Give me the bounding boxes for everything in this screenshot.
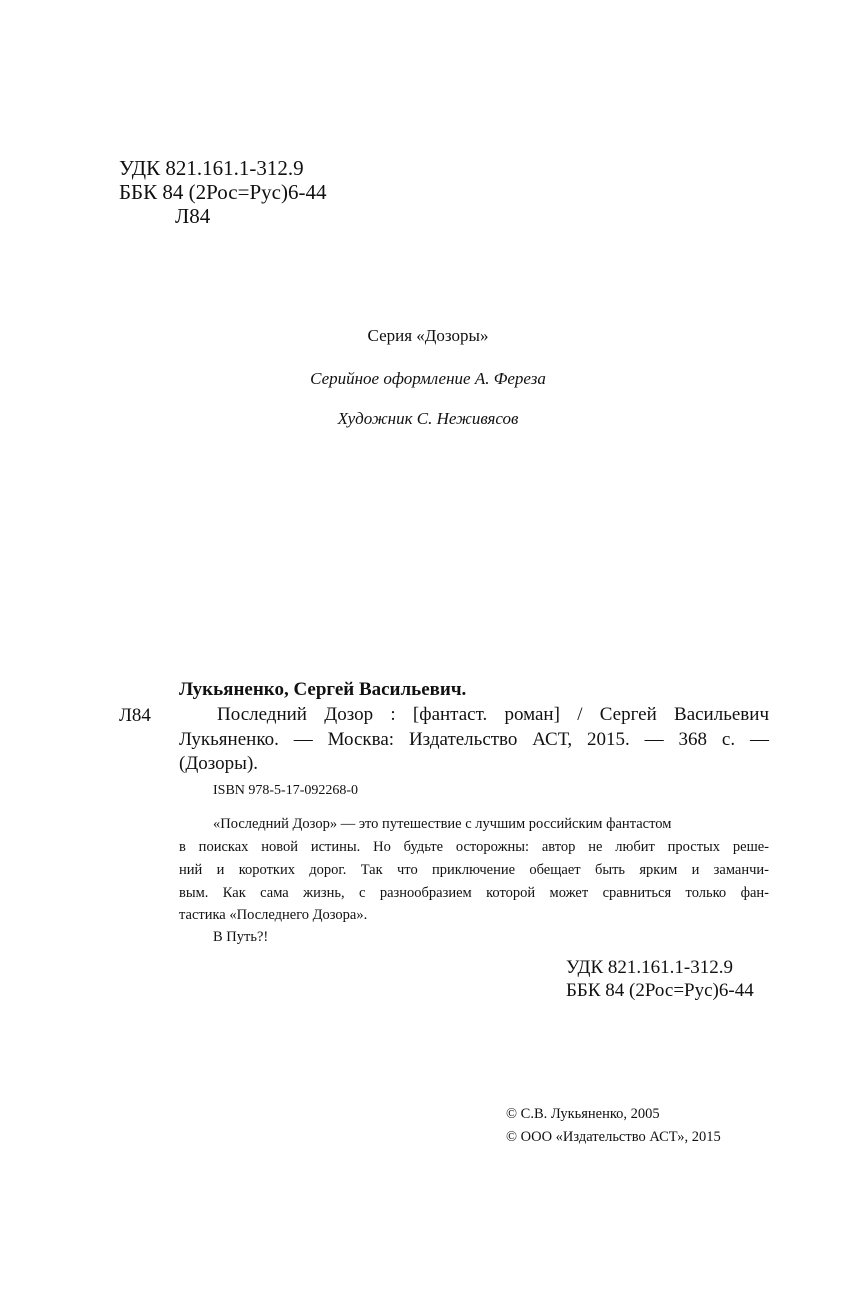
annotation-line: в поисках новой истины. Но будьте осторожны: автор не любит простых реше- <box>179 839 769 855</box>
annotation-closing: В Путь?! <box>213 929 269 945</box>
biblio-line-3: (Дозоры). <box>179 753 259 774</box>
udk-code-top: УДК 821.161.1-312.9 <box>119 156 304 180</box>
copyright-author: © С.В. Лукьяненко, 2005 <box>506 1106 660 1122</box>
udk-code-bottom: УДК 821.161.1-312.9 <box>566 957 733 978</box>
annotation-line: тастика «Последнего Дозора». <box>179 907 368 923</box>
bbk-code-bottom: ББК 84 (2Рос=Рус)6-44 <box>566 980 754 1001</box>
copyright-publisher: © ООО «Издательство АСТ», 2015 <box>506 1129 721 1145</box>
annotation-line: вым. Как сама жизнь, с разнообразием которой может сравниться только фан- <box>179 885 769 901</box>
isbn: ISBN 978-5-17-092268-0 <box>213 783 359 798</box>
author-heading: Лукьяненко, Сергей Васильевич. <box>179 679 467 700</box>
annotation-line: ний и коротких дорог. Так что приключение обещает быть ярким и заманчи- <box>179 862 769 878</box>
design-credit: Серийное оформление А. Фереза <box>310 369 546 388</box>
artist-credit: Художник С. Неживясов <box>337 409 519 428</box>
biblio-line-2: Лукьяненко. — Москва: Издательство АСТ, 2015. — 368 с. — <box>179 729 769 750</box>
annotation-line: «Последний Дозор» — это путешествие с лучшим российским фантастом <box>213 816 672 832</box>
bbk-code-top: ББК 84 (2Рос=Рус)6-44 <box>119 180 327 204</box>
author-mark: Л84 <box>119 705 151 726</box>
series-line: Серия «Дозоры» <box>367 326 489 345</box>
biblio-line-1: Последний Дозор : [фантаст. роман] / Сергей Васильевич <box>217 704 769 725</box>
author-mark-top: Л84 <box>175 204 211 228</box>
